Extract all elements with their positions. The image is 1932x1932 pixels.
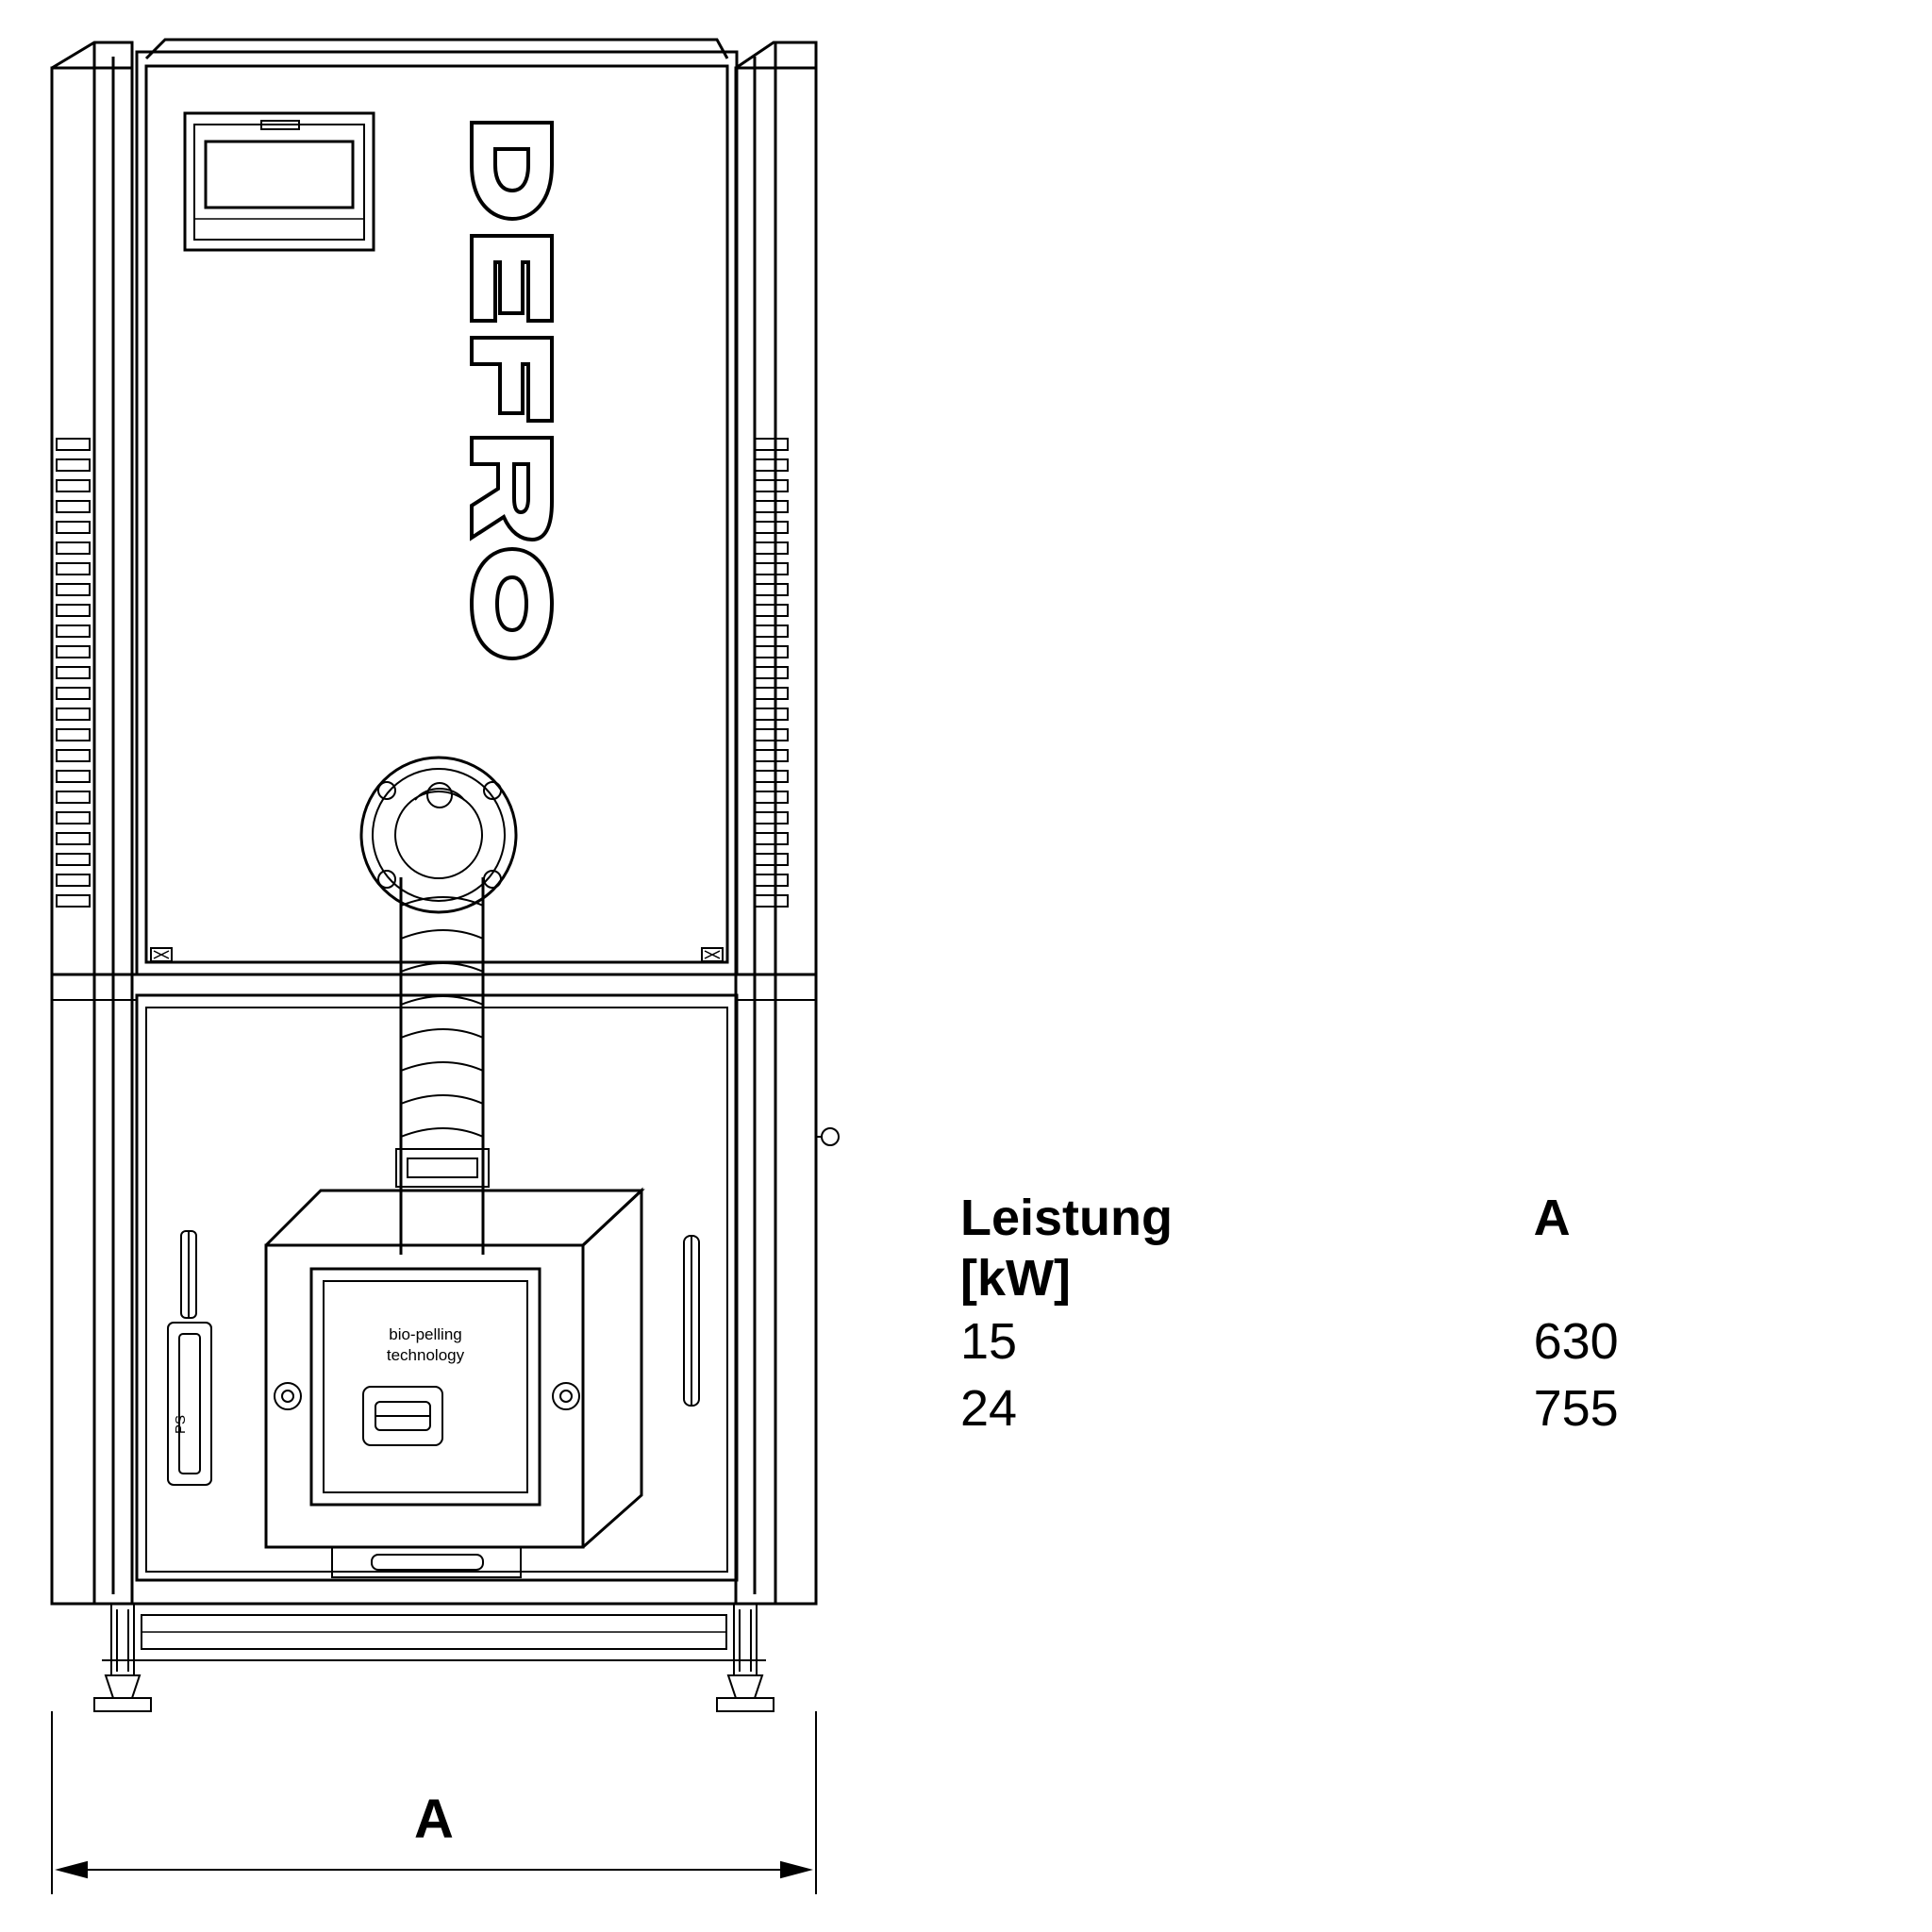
door-latch-right <box>684 1236 699 1406</box>
left-vent-louvres <box>57 439 90 907</box>
feed-flange <box>361 758 516 912</box>
cell-power: 15 <box>960 1313 1018 1371</box>
header-power <box>960 1189 1534 1308</box>
defro-logo <box>472 123 552 658</box>
lower-front-door <box>52 974 816 1580</box>
door-handle-left <box>168 1231 211 1485</box>
cell-power: 24 <box>960 1379 1018 1437</box>
header-power-line2: [kW] <box>960 1249 1071 1307</box>
cell-a: 755 <box>1533 1379 1619 1437</box>
burner-text-line1: bio-pelling <box>389 1325 462 1343</box>
pellet-burner <box>266 1191 641 1577</box>
base-frame <box>102 1604 766 1660</box>
controller-display-panel <box>185 113 374 250</box>
table-row <box>960 1375 1885 1441</box>
dimension-label-a: A <box>414 1789 454 1850</box>
header-power-line1: Leistung <box>960 1190 1173 1246</box>
specification-table <box>960 1189 1885 1441</box>
boiler-technical-drawing <box>0 0 906 1932</box>
table-row <box>960 1308 1885 1374</box>
header-dimension-a: A <box>1533 1190 1571 1246</box>
burner-text-line2: technology <box>386 1346 465 1364</box>
upper-front-door <box>137 40 737 974</box>
cell-a: 630 <box>1533 1313 1619 1371</box>
drawing-svg <box>0 0 906 1932</box>
right-vent-louvres <box>755 439 788 907</box>
side-badge-text: PS <box>173 1414 189 1435</box>
right-hinge-knob <box>816 1128 839 1145</box>
table-header-row <box>960 1189 1885 1308</box>
power-dimension-table <box>960 1189 1885 1441</box>
flexible-feeder-hose <box>396 877 489 1255</box>
